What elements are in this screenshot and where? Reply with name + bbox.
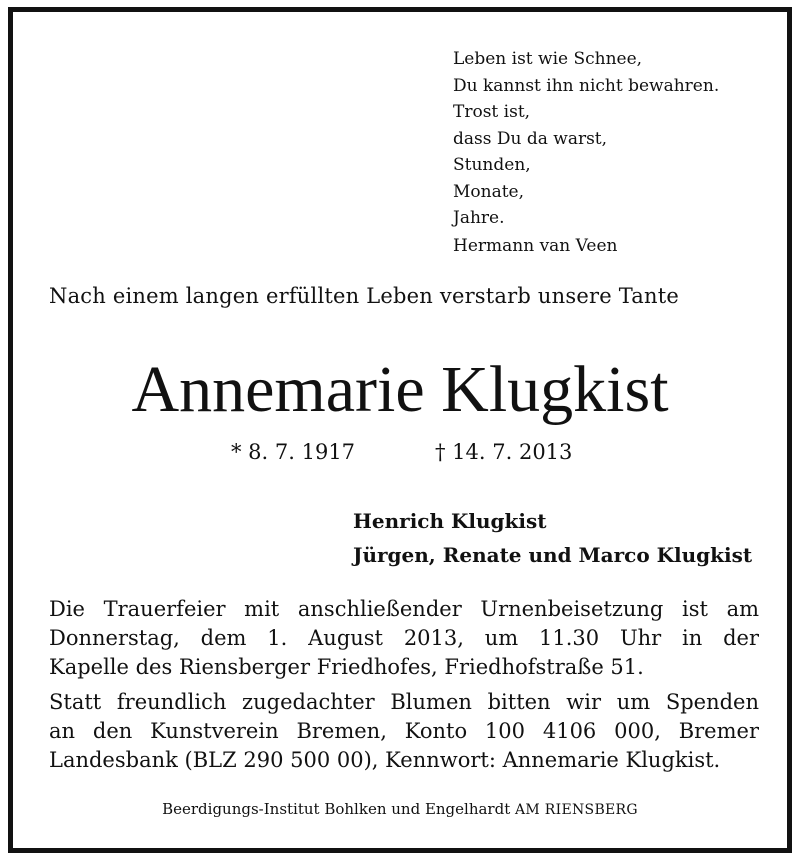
poem-line: Jahre. bbox=[453, 208, 505, 228]
poem bbox=[453, 46, 719, 232]
undertaker-name: Beerdigungs-Institut Bohlken und Engelhardt bbox=[162, 800, 511, 818]
donation-line: Statt freundlich zugedachter Blumen bitten wir um Spenden bbox=[49, 690, 759, 714]
donation-line: Landesbank (BLZ 290 500 00), Kennwort: Annemarie Klugkist. bbox=[49, 748, 721, 772]
poem-line: Trost ist, bbox=[453, 102, 531, 122]
mourner-name: Jürgen, Renate und Marco Klugkist bbox=[353, 543, 753, 567]
poem-line: Stunden, bbox=[453, 155, 531, 175]
poem-line: Du kannst ihn nicht bewahren. bbox=[453, 75, 720, 96]
ceremony-line: Die Trauerfeier mit anschließender Urnenbeisetzung ist am bbox=[49, 597, 759, 621]
donation-line: an den Kunstverein Bremen, Konto 100 4106 000, Bremer bbox=[49, 719, 759, 743]
ceremony-paragraph bbox=[49, 595, 759, 682]
poem-line: Monate, bbox=[453, 181, 525, 202]
obituary-notice bbox=[8, 7, 792, 853]
donation-paragraph bbox=[49, 688, 759, 775]
death-date: † 14. 7. 2013 bbox=[435, 440, 573, 464]
ceremony-line: Kapelle des Riensberger Friedhofes, Friedhofstraße 51. bbox=[49, 655, 644, 679]
poem-line: Leben ist wie Schnee, bbox=[453, 49, 643, 69]
mourner-name: Henrich Klugkist bbox=[353, 509, 547, 533]
poem-author: Hermann van Veen bbox=[453, 236, 618, 256]
undertaker bbox=[13, 800, 787, 818]
mourners bbox=[353, 504, 752, 572]
deceased-name: Annemarie Klugkist bbox=[131, 353, 669, 426]
poem-line: dass Du da warst, bbox=[453, 128, 608, 149]
undertaker-location: AM RIENSBERG bbox=[515, 802, 638, 818]
intro-text: Nach einem langen erfüllten Leben verstarb unsere Tante bbox=[49, 284, 679, 308]
ceremony-line: Donnerstag, dem 1. August 2013, um 11.30 Uhr in der bbox=[49, 626, 759, 650]
birth-date: * 8. 7. 1917 bbox=[231, 440, 356, 464]
